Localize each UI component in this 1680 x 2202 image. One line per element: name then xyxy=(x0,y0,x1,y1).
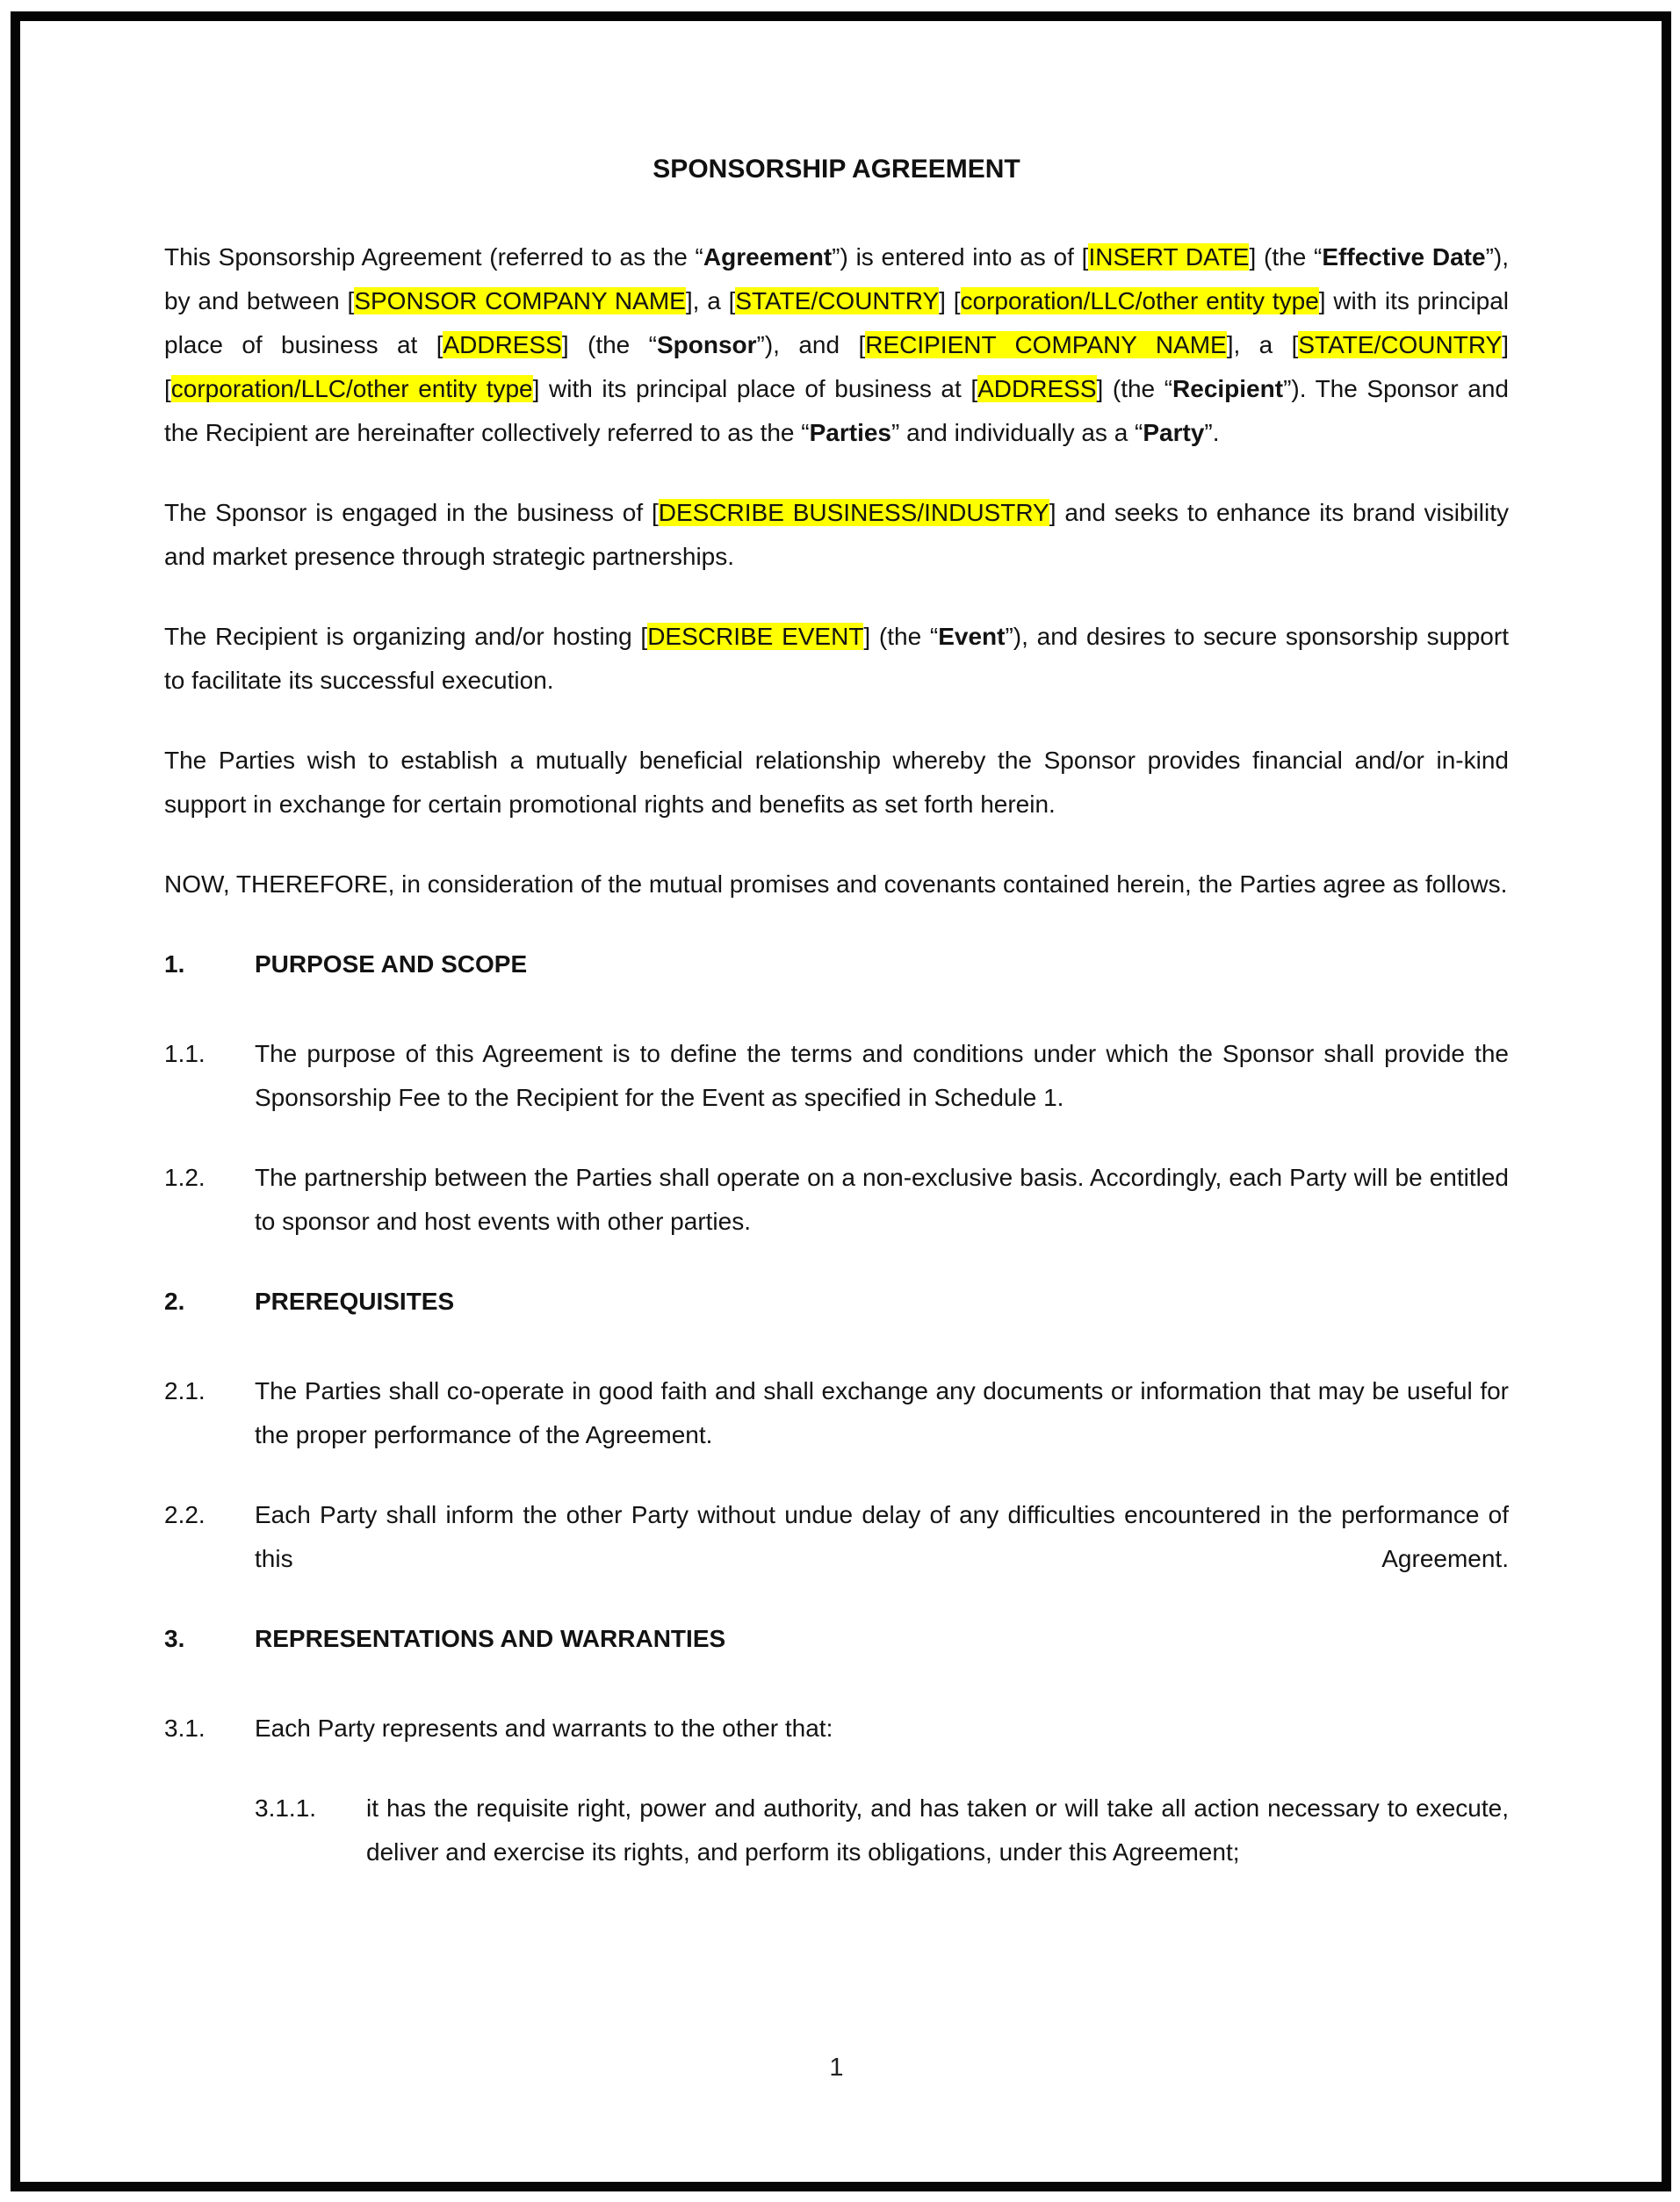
text-run: This Sponsorship Agreement (referred to as the “ xyxy=(164,243,703,271)
paragraph xyxy=(164,491,1509,579)
clause xyxy=(164,1493,1509,1581)
defined-term: Party xyxy=(1143,419,1205,446)
clause-number: 1.2. xyxy=(164,1164,205,1191)
placeholder-highlight: RECIPIENT COMPANY NAME xyxy=(865,331,1227,358)
clause-number: 1. xyxy=(164,950,185,978)
document-body xyxy=(164,235,1509,1874)
defined-term: Event xyxy=(938,623,1006,650)
text-run: REPRESENTATIONS AND WARRANTIES xyxy=(255,1625,726,1652)
clause-text xyxy=(255,1707,1509,1751)
text-run: ”), and [ xyxy=(756,331,866,358)
clause-text xyxy=(366,1787,1509,1874)
text-run: The Recipient is organizing and/or hosting [ xyxy=(164,623,648,650)
text-run: ] (the “ xyxy=(863,623,939,650)
page-number: 1 xyxy=(829,2054,844,2082)
clause xyxy=(164,1032,1509,1120)
text-run: ] [ xyxy=(164,331,1509,402)
section-heading xyxy=(164,1280,1509,1324)
paragraph xyxy=(164,739,1509,827)
placeholder-highlight: STATE/COUNTRY xyxy=(1298,331,1503,358)
placeholder-highlight: corporation/LLC/other entity type xyxy=(960,287,1319,314)
placeholder-highlight: corporation/LLC/other entity type xyxy=(170,375,533,402)
text-run: ] [ xyxy=(939,287,961,314)
text-run: ], a [ xyxy=(1226,331,1299,358)
clause-text xyxy=(255,1280,1509,1324)
text-run: NOW, THEREFORE, in consideration of the mutual promises and covenants contained herein, the Parties agree as follows. xyxy=(164,870,1508,898)
placeholder-highlight: INSERT DATE xyxy=(1088,243,1250,271)
clause-number: 3.1. xyxy=(164,1715,205,1742)
paragraph xyxy=(164,863,1509,906)
text-run: ] and seeks to enhance its brand visibility and market presence through strategic partnerships. xyxy=(164,499,1510,570)
placeholder-highlight: ADDRESS xyxy=(977,375,1097,402)
text-run: ”) is entered into as of [ xyxy=(832,243,1089,271)
clause-number: 3. xyxy=(164,1625,185,1652)
clause-text xyxy=(255,1032,1509,1120)
placeholder-highlight: DESCRIBE EVENT xyxy=(647,623,864,650)
text-run: it has the requisite right, power and authority, and has taken or will take all action necessary to execute, deliver and exercise its rights, and perform its obligations, under this Agreement; xyxy=(366,1794,1509,1866)
defined-term: Sponsor xyxy=(656,331,757,358)
clause-number: 1.1. xyxy=(164,1040,205,1067)
paragraph xyxy=(164,615,1509,703)
clause xyxy=(164,1156,1509,1244)
defined-term: Effective Date xyxy=(1322,243,1486,271)
defined-term: Parties xyxy=(809,419,891,446)
clause xyxy=(164,1369,1509,1457)
text-run: The partnership between the Parties shall operate on a non-exclusive basis. Accordingly, each Party will be entitled to sponsor and host events with other parties. xyxy=(255,1164,1509,1235)
text-run: ”. xyxy=(1204,419,1220,446)
text-run: PREREQUISITES xyxy=(255,1288,455,1315)
subclause xyxy=(255,1787,1509,1874)
document-title: SPONSORSHIP AGREEMENT xyxy=(653,155,1020,184)
text-run: ] with its principal place of business at [ xyxy=(164,287,1509,358)
defined-term: Agreement xyxy=(703,243,833,271)
text-run: ”), by and between [ xyxy=(164,243,1509,314)
placeholder-highlight: SPONSOR COMPANY NAME xyxy=(354,287,686,314)
clause xyxy=(164,1707,1509,1751)
clause-number: 2.2. xyxy=(164,1501,205,1528)
clause-text xyxy=(255,1617,1509,1661)
section-heading xyxy=(164,942,1509,986)
placeholder-highlight: ADDRESS xyxy=(443,331,562,358)
text-run: The Parties wish to establish a mutually beneficial relationship whereby the Sponsor provides financial and/or in-kind support in exchange for certain promotional rights and benefits as set forth herein. xyxy=(164,747,1509,818)
clause-number: 3.1.1. xyxy=(255,1794,317,1822)
text-run: The Parties shall co-operate in good faith and shall exchange any documents or information that may be useful for the proper performance of the Agreement. xyxy=(255,1377,1509,1448)
paragraph xyxy=(164,235,1509,455)
text-run: ] (the “ xyxy=(1096,375,1173,402)
text-run: Each Party shall inform the other Party without undue delay of any difficulties encountered in the performance of this Agreement. xyxy=(255,1501,1509,1572)
text-run: ”). The Sponsor and the Recipient are hereinafter collectively referred to as the “ xyxy=(164,375,1510,446)
text-run: ], a [ xyxy=(685,287,736,314)
text-run: ] with its principal place of business at [ xyxy=(532,375,978,402)
text-run: ” and individually as a “ xyxy=(891,419,1143,446)
clause-text xyxy=(255,1156,1509,1244)
defined-term: Recipient xyxy=(1172,375,1284,402)
text-run: The Sponsor is engaged in the business of [ xyxy=(164,499,659,526)
text-run: ] (the “ xyxy=(1249,243,1323,271)
text-run: The purpose of this Agreement is to define the terms and conditions under which the Sponsor shall provide the Sponsorship Fee to the Recipient for the Event as specified in Schedule 1. xyxy=(255,1040,1509,1111)
text-run: PURPOSE AND SCOPE xyxy=(255,950,528,978)
section-heading xyxy=(164,1617,1509,1661)
text-run: ] (the “ xyxy=(561,331,657,358)
clause-text xyxy=(255,942,1509,986)
clause-number: 2. xyxy=(164,1288,185,1315)
clause-number: 2.1. xyxy=(164,1377,205,1404)
clause-text xyxy=(255,1493,1509,1581)
document-content xyxy=(164,148,1509,1910)
clause-text xyxy=(255,1369,1509,1457)
placeholder-highlight: STATE/COUNTRY xyxy=(735,287,940,314)
text-run: Each Party represents and warrants to the other that: xyxy=(255,1715,833,1742)
text-run: ”), and desires to secure sponsorship support to facilitate its successful execution. xyxy=(164,623,1509,694)
placeholder-highlight: DESCRIBE BUSINESS/INDUSTRY xyxy=(658,499,1049,526)
